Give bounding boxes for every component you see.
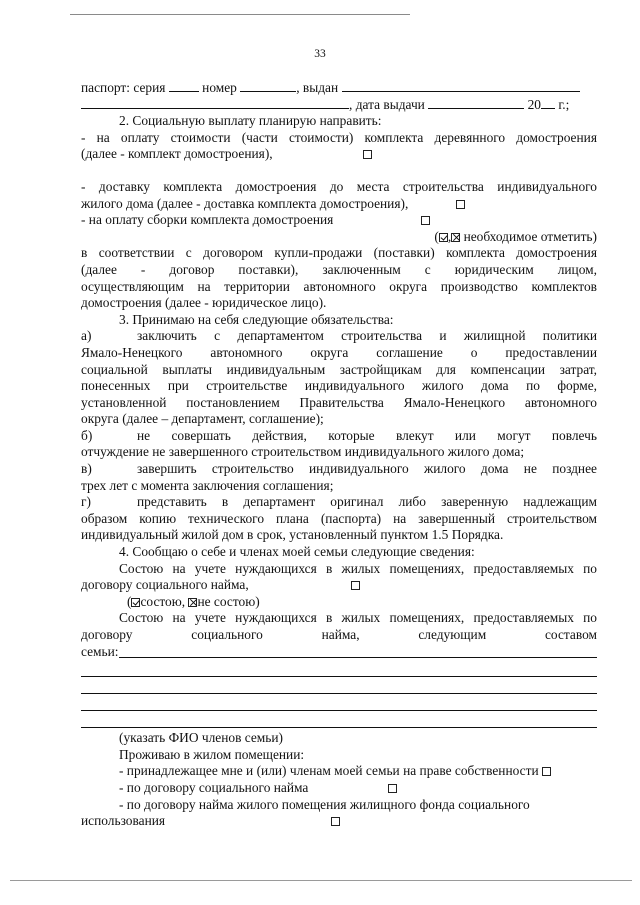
issue-date-label: , дата выдачи — [349, 96, 425, 112]
residence-social-checkbox[interactable] — [388, 784, 397, 793]
obligation-a-line: понесенных при строительстве индивидуального жилого дома по форме, — [81, 378, 597, 394]
year-suffix: г.; — [558, 96, 570, 112]
passport-number-label: номер — [202, 80, 237, 95]
obligation-b-line: отчуждение не завершенного строительством индивидуального жилого дома; — [81, 444, 525, 460]
family-field[interactable] — [119, 644, 597, 658]
family-field-line[interactable] — [81, 660, 597, 677]
form-page — [81, 80, 597, 830]
year-prefix: 20 — [527, 96, 541, 112]
section-2-heading: 2. Социальную выплату планирую направить: — [119, 113, 382, 129]
family-field-line[interactable] — [81, 711, 597, 728]
registry-checkbox[interactable] — [351, 581, 360, 590]
registry-line-2: договору социального найма, — [81, 577, 597, 594]
residence-option-1: - принадлежащее мне и (или) членам моей семьи на праве собственности — [81, 763, 597, 780]
obligation-c-line: трех лет с момента заключения соглашения; — [81, 477, 334, 493]
passport-line-1 — [81, 80, 597, 97]
registry-line-1: Состою на учете нуждающихся в жилых помещениях, предоставляемых по — [119, 560, 597, 576]
purpose-1-line-1: - на оплату стоимости (части стоимости) комплекта деревянного домостроения — [81, 129, 597, 145]
obligation-c: в) завершить строительство индивидуального жилого дома не позднее — [81, 461, 597, 477]
section-4-heading: 4. Сообщаю о себе и членах моей семьи следующие сведения: — [119, 544, 475, 560]
obligation-a-line: Ямало-Ненецкого автономного округа соглашение о предоставлении — [81, 344, 597, 360]
residence-own-checkbox[interactable] — [542, 767, 551, 776]
passport-number-field[interactable] — [240, 80, 296, 92]
registry-status: ( состою, не состою) — [127, 593, 260, 609]
residence-option-2: - по договору социального найма — [81, 780, 597, 797]
family-line-1: Состою на учете нуждающихся в жилых помещениях, предоставляемых по — [119, 610, 597, 626]
family-field-line[interactable] — [81, 677, 597, 694]
residence-fund-checkbox[interactable] — [331, 817, 340, 826]
passport-issued-field[interactable] — [342, 80, 580, 92]
issue-date-field[interactable] — [428, 97, 524, 109]
contract-line-4: домостроения (далее - юридическое лицо). — [81, 295, 327, 311]
purpose-2-checkbox[interactable] — [456, 200, 465, 209]
family-line-2: договору социального найма, следующим составом — [81, 627, 597, 642]
obligation-b: б) не совершать действия, которые влекут или могут повлечь — [81, 427, 597, 443]
year-field[interactable] — [541, 97, 555, 109]
family-field-line[interactable] — [81, 694, 597, 711]
purpose-2-line-2: жилого дома (далее - доставка комплекта домостроения), — [81, 196, 597, 213]
residence-option-3: - по договору найма жилого помещения жилищного фонда социального — [119, 796, 530, 812]
obligation-a-line: установленной постановлением Правительства Ямало-Ненецкого автономного — [81, 394, 597, 410]
contract-line-1: в соответствии с договором купли-продажи (поставки) комплекта домостроения — [81, 245, 597, 261]
residence-option-3-cont: использования — [81, 813, 597, 830]
purpose-1-checkbox[interactable] — [363, 150, 372, 159]
obligation-a-line: социальной выплаты индивидуальным застройщикам для компенсации затрат, — [81, 361, 597, 377]
purpose-2-line-1: - доставку комплекта домостроения до места строительства индивидуального — [81, 178, 597, 194]
page-number: 33 — [314, 48, 326, 60]
obligation-d: г) представить в департамент оригинал либо заверенную надлежащим — [81, 494, 597, 510]
family-row — [81, 644, 597, 661]
passport-line-2 — [81, 97, 597, 114]
cross-mark-icon — [451, 233, 460, 242]
bottom-rule — [10, 880, 632, 881]
mark-note: ( , необходимое отметить) — [434, 228, 597, 244]
passport-issued-label: , выдан — [296, 80, 339, 95]
purpose-3-checkbox[interactable] — [421, 216, 430, 225]
top-rule — [70, 14, 410, 15]
residence-heading: Проживаю в жилом помещении: — [119, 746, 305, 762]
checkmark-icon — [439, 233, 448, 242]
passport-series-label: паспорт: серия — [81, 80, 166, 95]
obligation-d-line: образом копию технического плана (паспорта) на завершенный строительством — [81, 510, 597, 526]
family-label: семьи: — [81, 643, 119, 659]
purpose-3-line: - на оплату сборки комплекта домостроения — [81, 212, 597, 229]
passport-series-field[interactable] — [169, 80, 199, 92]
status-yes-checkbox[interactable] — [131, 598, 140, 607]
section-3-heading: 3. Принимаю на себя следующие обязательства: — [119, 311, 394, 327]
obligation-a-line: округа (далее – департамент, соглашение); — [81, 411, 324, 427]
contract-line-2: (далее - договор поставки), заключенным с юридическим лицом, — [81, 261, 597, 277]
obligation-a: а) заключить с департаментом строительства и жилищной политики — [81, 328, 597, 344]
obligation-d-line: индивидуальный жилой дом в срок, установленный пунктом 1.5 Порядка. — [81, 527, 504, 543]
status-no-checkbox[interactable] — [188, 598, 197, 607]
passport-issued-field-cont[interactable] — [81, 97, 349, 109]
purpose-1-line-2: (далее - комплект домостроения), — [81, 146, 597, 163]
contract-line-3: осуществляющим на территории автономного округа производство комплектов — [81, 278, 597, 294]
family-hint: (указать ФИО членов семьи) — [119, 730, 284, 746]
